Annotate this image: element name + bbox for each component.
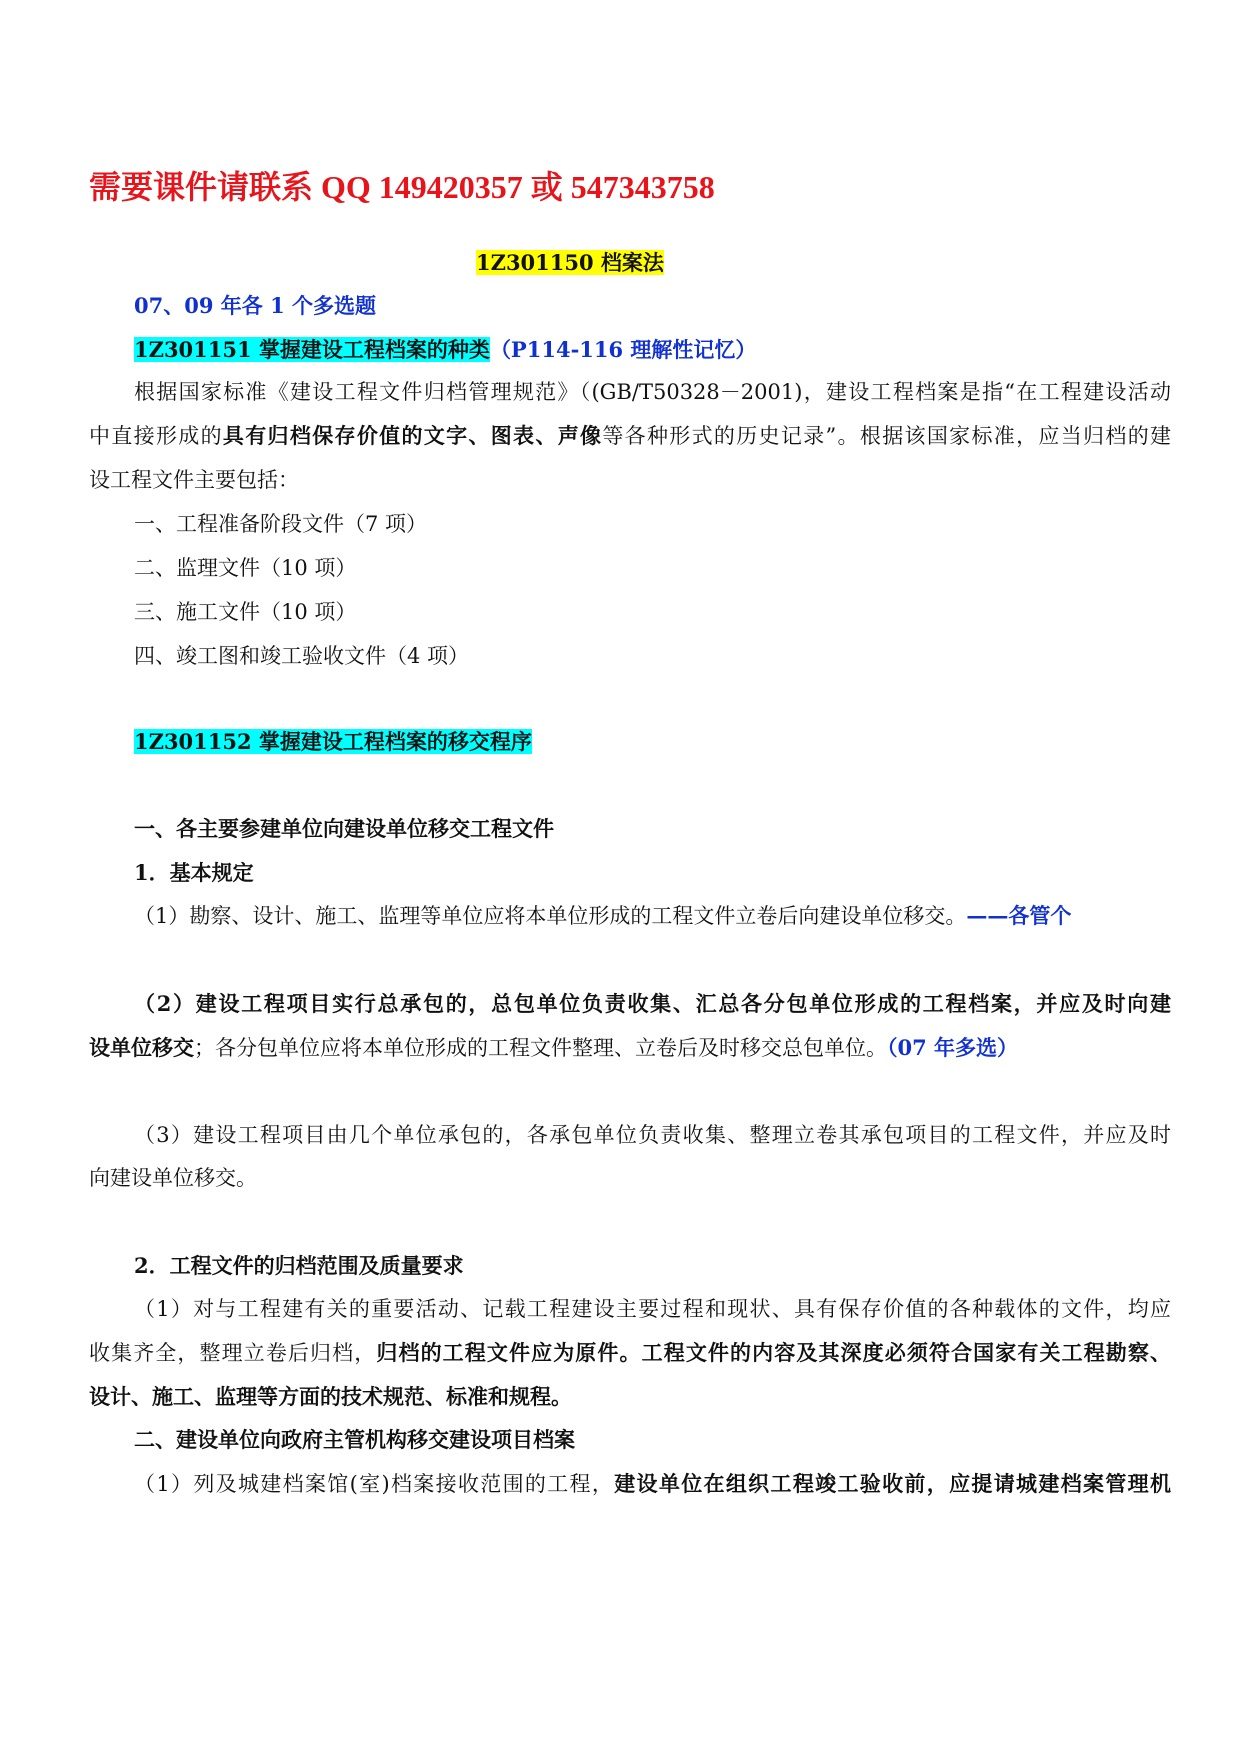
quality-line-1: （1）对与工程建有关的重要活动、记载工程建设主要过程和现状、具有保存价值的各种载体的文件，均应 xyxy=(134,1297,1171,1321)
quality-bold: 归档的工程文件应为原件。工程文件的内容及其深度必须符合国家有关工程勘察、 xyxy=(376,1340,1172,1365)
contact-ad-title: 需要课件请联系 QQ 149420357 或 547343758 xyxy=(89,169,715,205)
s1-heading-text: 1Z301151 掌握建设工程档案的种类 xyxy=(134,337,490,362)
rule-2-bold: 设单位移交 xyxy=(89,1035,194,1060)
rule-2-line-2 xyxy=(89,1034,1018,1062)
rule-2-note: （07 年多选） xyxy=(887,1035,1019,1060)
part2-heading: 二、建设单位向政府主管机构移交建设项目档案 xyxy=(134,1427,575,1452)
rule-3-line-1: （3）建设工程项目由几个单位承包的，各承包单位负责收集、整理立卷其承包项目的工程文件，并应及时 xyxy=(134,1123,1171,1147)
s1-p1-text-a: 中直接形成的 xyxy=(89,424,223,448)
section-title xyxy=(476,249,664,277)
sub1-heading: 1．基本规定 xyxy=(134,860,254,885)
s1-p1-text-c: 等各种形式的历史记录”。根据该国家标准，应当归档的建 xyxy=(602,424,1172,448)
s1-paragraph-line-2 xyxy=(89,422,1171,450)
s1-p1-bold: 具有归档保存价值的文字、图表、声像 xyxy=(222,423,603,448)
list-item: 三、施工文件（10 项） xyxy=(134,600,357,624)
rule-1-text: （1）勘察、设计、施工、监理等单位应将本单位形成的工程文件立卷后向建设单位移交。 xyxy=(134,904,967,928)
s1-paragraph-line-3: 设工程文件主要包括： xyxy=(89,468,299,492)
rule-1-note: ——各管个 xyxy=(966,903,1072,928)
part1-heading: 一、各主要参建单位向建设单位移交工程文件 xyxy=(134,816,554,841)
rule-3-line-2: 向建设单位移交。 xyxy=(89,1166,257,1190)
quality-line-3: 设计、施工、监理等方面的技术规范、标准和规程。 xyxy=(89,1384,572,1409)
rule-1 xyxy=(134,902,1071,930)
rule-2-line-1: （2）建设工程项目实行总承包的，总包单位负责收集、汇总各分包单位形成的工程档案，并应及时向建 xyxy=(134,991,1171,1016)
s2-heading-text: 1Z301152 掌握建设工程档案的移交程序 xyxy=(134,729,532,754)
sub2-heading: 2．工程文件的归档范围及质量要求 xyxy=(134,1253,464,1278)
gov-bold: 建设单位在组织工程竣工验收前，应提请城建档案管理机 xyxy=(614,1471,1172,1496)
quality-text: 收集齐全，整理立卷后归档， xyxy=(89,1341,377,1365)
quality-line-2 xyxy=(89,1339,1171,1367)
gov-line-1 xyxy=(134,1470,1171,1498)
exam-note: 07、09 年各 1 个多选题 xyxy=(134,293,376,318)
list-item: 二、监理文件（10 项） xyxy=(134,556,357,580)
list-item: 四、竣工图和竣工验收文件（4 项） xyxy=(134,644,470,668)
list-item: 一、工程准备阶段文件（7 项） xyxy=(134,512,428,536)
s2-heading xyxy=(134,728,532,756)
section-title-text: 1Z301150 档案法 xyxy=(476,250,664,275)
s1-paragraph-line-1: 根据国家标准《建设工程文件归档管理规范》（(GB/T50328－2001)，建设工程档案是指“在工程建设活动 xyxy=(134,380,1171,404)
s1-heading xyxy=(134,336,756,364)
rule-2-text: ；各分包单位应将本单位形成的工程文件整理、立卷后及时移交总包单位。 xyxy=(194,1036,887,1060)
s1-heading-note: （P114-116 理解性记忆） xyxy=(489,337,757,362)
gov-text: （1）列及城建档案馆(室)档案接收范围的工程， xyxy=(134,1472,615,1496)
